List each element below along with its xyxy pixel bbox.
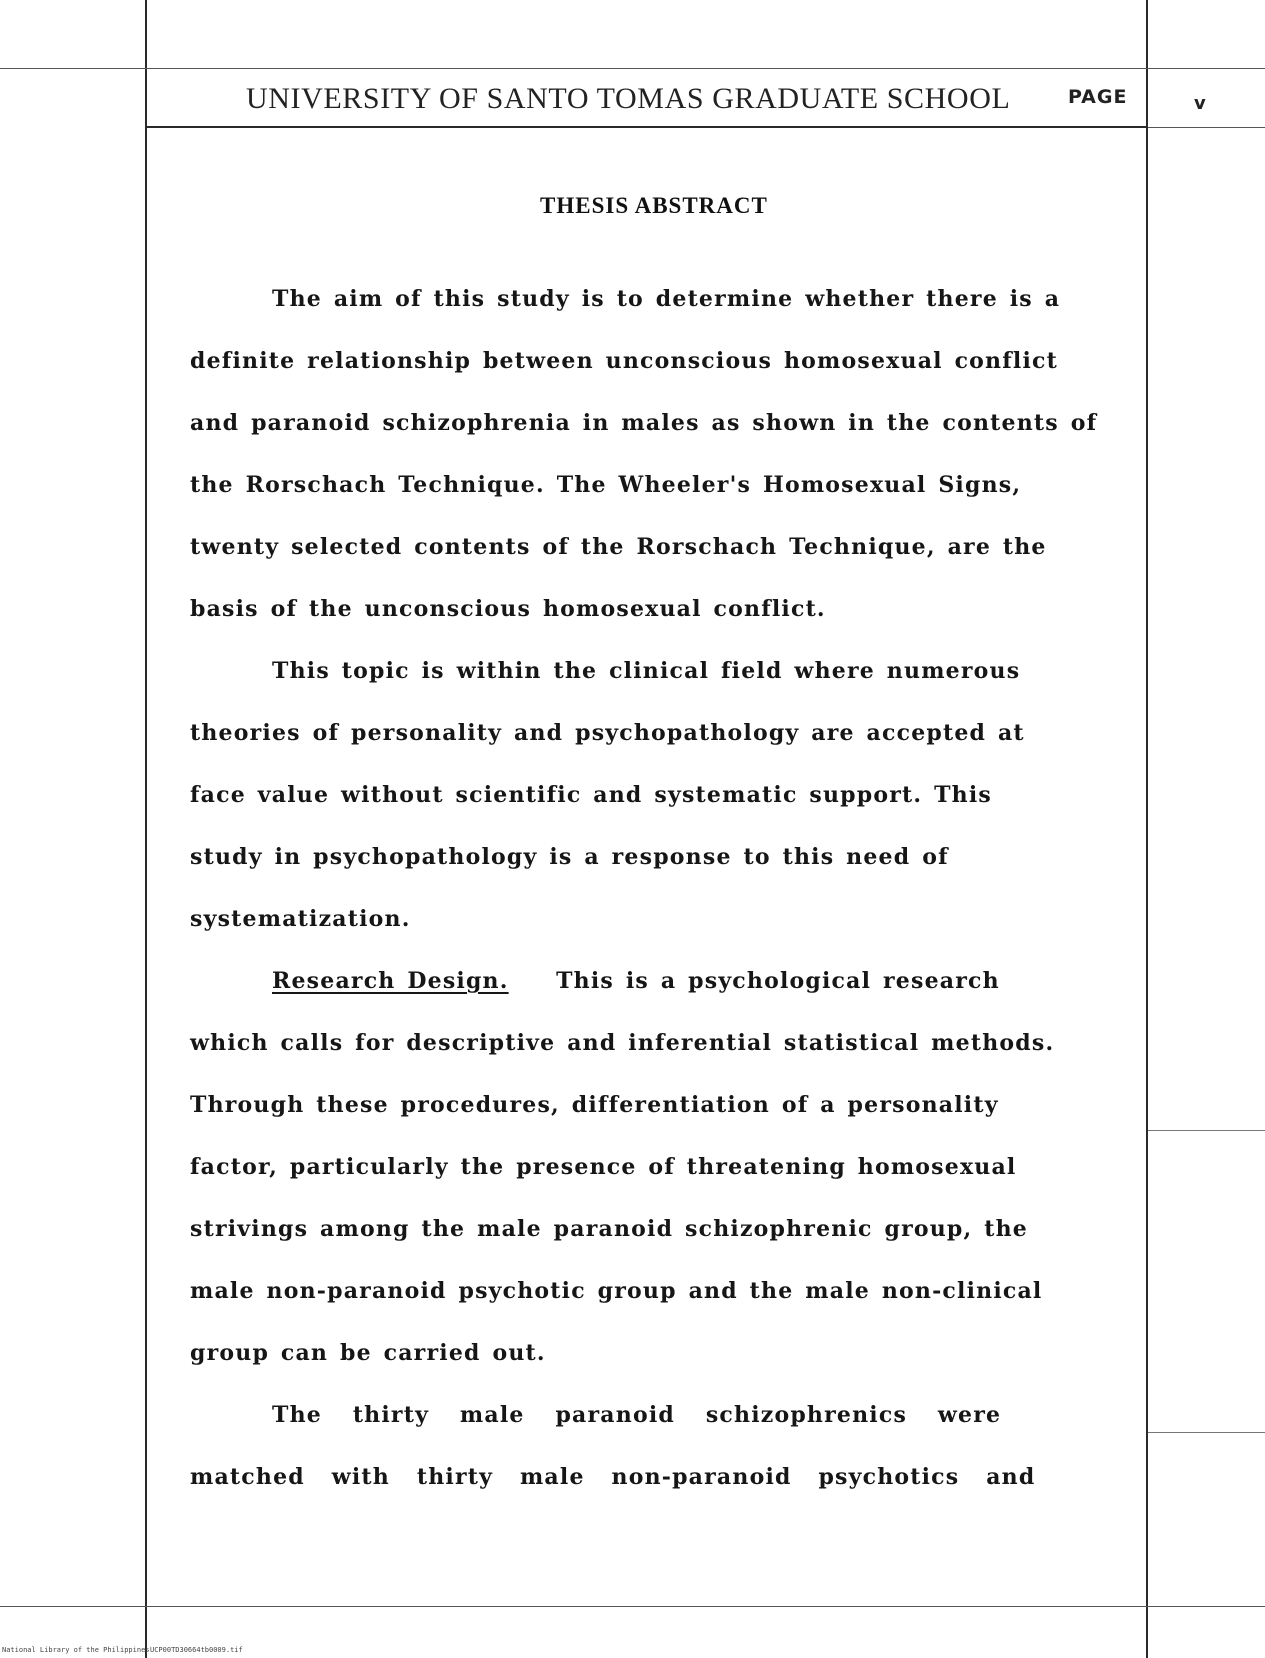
- paragraph-line: basis of the unconscious homosexual conflict.: [190, 596, 826, 622]
- right-column-rule: [1148, 127, 1265, 128]
- paragraph-line: twenty selected contents of the Rorschach Technique, are the: [190, 534, 1047, 560]
- document-title: THESIS ABSTRACT: [540, 193, 768, 218]
- paragraph-line: face value without scientific and systematic support. This: [190, 782, 993, 808]
- paragraph-line: This topic is within the clinical field where numerous: [272, 658, 1021, 684]
- paragraph-line: matched with thirty male non-paranoid psychotics and: [190, 1464, 1036, 1490]
- paragraph-line: strivings among the male paranoid schizophrenic group, the: [190, 1216, 1028, 1242]
- paragraph-line: factor, particularly the presence of threatening homosexual: [190, 1154, 1017, 1180]
- paragraph-line: male non-paranoid psychotic group and the male non-clinical: [190, 1278, 1043, 1304]
- right-mid-rule: [1148, 1130, 1265, 1131]
- header-bottom-rule: [145, 126, 1148, 128]
- paragraph-line: group can be carried out.: [190, 1340, 546, 1366]
- paragraph-line: systematization.: [190, 906, 411, 932]
- paragraph-line: The aim of this study is to determine whether there is a: [272, 286, 1061, 312]
- paragraph-line: theories of personality and psychopathology are accepted at: [190, 720, 1025, 746]
- right-margin-rule: [1146, 0, 1148, 1658]
- research-design-line: [272, 968, 1000, 994]
- paragraph-line: Through these procedures, differentiation of a personality: [190, 1092, 999, 1118]
- header-top-rule: [0, 68, 1265, 69]
- right-lower-rule: [1148, 1432, 1265, 1433]
- research-design-heading: Research Design.: [272, 968, 509, 994]
- paragraph-line: study in psychopathology is a response to this need of: [190, 844, 949, 870]
- page-label: PAGE: [1068, 86, 1128, 108]
- footer-rule: [0, 1606, 1265, 1607]
- paragraph-line: The thirty male paranoid schizophrenics were: [272, 1402, 1002, 1428]
- paragraph-line: the Rorschach Technique. The Wheeler's Homosexual Signs,: [190, 472, 1022, 498]
- page-number: v: [1194, 93, 1206, 114]
- research-design-text: This is a psychological research: [556, 968, 1000, 994]
- footer-right-note: UCP00TD30664tb0009.tif: [150, 1646, 243, 1654]
- header-title: UNIVERSITY OF SANTO TOMAS GRADUATE SCHOOL: [246, 82, 1011, 115]
- paragraph-line: which calls for descriptive and inferential statistical methods.: [190, 1030, 1055, 1056]
- left-margin-rule: [145, 0, 147, 1658]
- paragraph-line: and paranoid schizophrenia in males as shown in the contents of: [190, 410, 1098, 436]
- footer-left-note: National Library of the Philippines: [2, 1646, 150, 1654]
- paragraph-line: definite relationship between unconscious homosexual conflict: [190, 348, 1058, 374]
